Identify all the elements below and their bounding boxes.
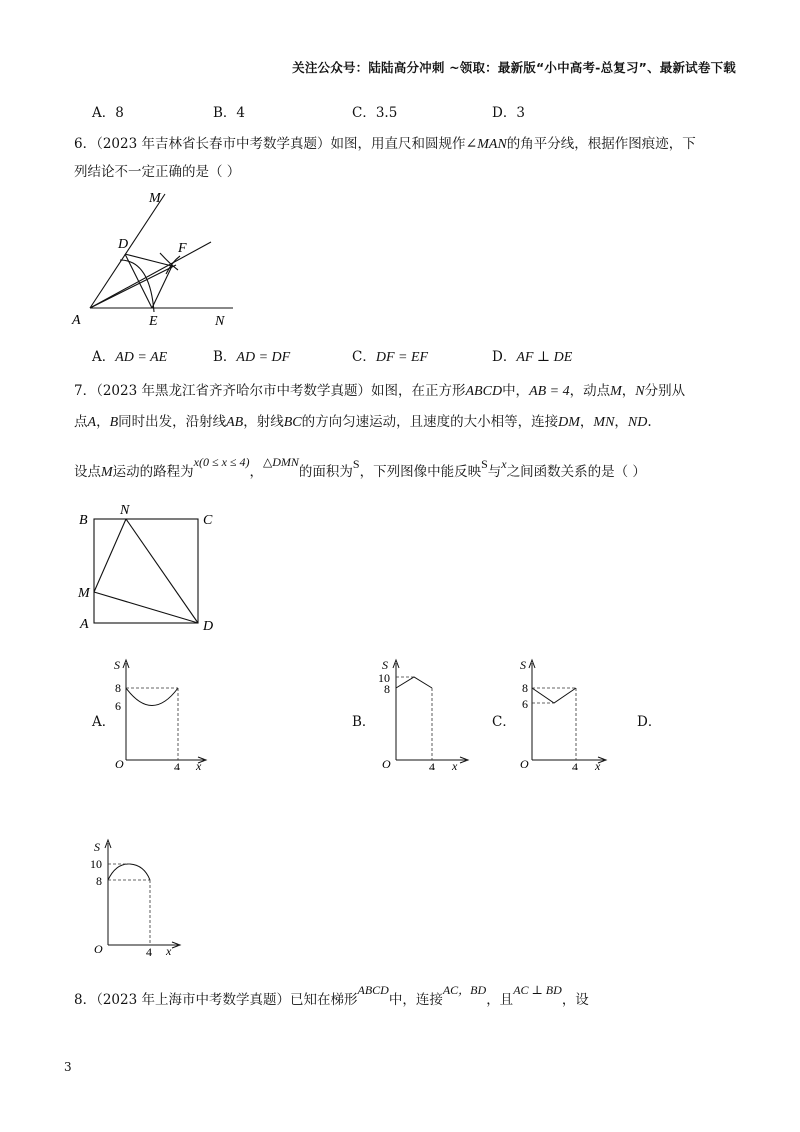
q6-option-a — [92, 345, 167, 366]
graph-c-8: 8 — [522, 681, 528, 695]
graph-d-4: 4 — [146, 945, 152, 959]
graph-a-s-label: S — [114, 658, 120, 672]
q7-text: 分别从 — [644, 383, 686, 399]
graph-d-10: 10 — [90, 857, 102, 871]
graph-c-line — [532, 688, 576, 703]
graph-a-x-label: x — [196, 759, 202, 770]
q7-option-c: C． — [492, 714, 516, 730]
q6-option-a-key: A． — [92, 349, 116, 365]
q6-line1-post: 的角平分线，根据作图痕迹，下 — [506, 136, 696, 152]
segment-mn — [94, 519, 126, 592]
q5-option-d: D．3 — [492, 105, 525, 121]
graph-b-x-label: x — [452, 759, 458, 770]
q7-text: 之间函数关系的是（ ） — [506, 464, 646, 480]
q6-option-b — [213, 345, 290, 366]
q7-math: N — [635, 384, 645, 399]
q7-text: 7．（2023 年黑龙江省齐齐哈尔市中考数学真题）如图，在正方形 — [74, 383, 466, 399]
segment-af — [90, 265, 176, 308]
graph-b-4: 4 — [429, 760, 435, 770]
graph-b-s-label: S — [382, 658, 388, 672]
q5-option-c: C．3.5 — [352, 105, 398, 121]
q6-option-d — [492, 345, 572, 366]
graph-a-4: 4 — [174, 760, 180, 770]
label-b: B — [79, 513, 88, 528]
q6-line1-pre: 6．（2023 年吉林省长春市中考数学真题）如图，用直尺和圆规作 — [74, 136, 466, 152]
q7-math: AB = 4 — [529, 384, 570, 399]
q7-text: 的面积为 — [298, 464, 353, 480]
graph-a — [112, 655, 212, 770]
q6-line1 — [74, 132, 696, 153]
q7-math: M — [101, 465, 113, 480]
q7-math: B — [109, 415, 119, 430]
graph-c-6: 6 — [522, 697, 528, 711]
q6-option-c-key: C． — [352, 349, 376, 365]
page-number: 3 — [64, 1060, 72, 1074]
q7-text: 的方向匀速运动，且速度的大小相等，连接 — [301, 414, 559, 430]
q7-text: ，射线 — [243, 414, 284, 430]
label-d: D — [118, 237, 129, 252]
q7-line3 — [74, 455, 646, 481]
graph-b-origin: O — [382, 757, 391, 770]
q7-text: ， — [579, 414, 594, 430]
graph-c — [512, 655, 612, 770]
label-c: C — [203, 513, 213, 528]
q7-text: . — [647, 414, 652, 430]
graph-d-origin: O — [94, 942, 103, 956]
q7-text: ， — [614, 414, 628, 430]
q6-line2: 列结论不一定正确的是（ ） — [74, 164, 241, 180]
q7-math: x(0 ≤ x ≤ 4) — [193, 455, 250, 469]
graph-c-4: 4 — [572, 760, 578, 770]
q7-line2 — [74, 410, 652, 431]
bisector-af — [90, 242, 211, 308]
q8-text: ，且 — [486, 992, 514, 1008]
label-d: D — [203, 619, 214, 634]
q6-figure — [70, 180, 250, 330]
graph-d-s-label: S — [94, 840, 100, 854]
q6-option-c-expr: DF = EF — [375, 350, 429, 365]
q7-text: ， — [249, 464, 263, 480]
graph-a-origin: O — [115, 757, 124, 770]
q7-text: 设点 — [74, 464, 101, 480]
q7-math: ND — [627, 415, 648, 430]
q5-option-b: B．4 — [213, 105, 246, 121]
q7-text: 同时出发，沿射线 — [118, 414, 227, 430]
graph-d-8: 8 — [96, 874, 102, 888]
q7-text: 点 — [74, 414, 88, 430]
graph-b-10: 10 — [378, 671, 390, 685]
q8-math: AC，BD — [442, 983, 487, 997]
graph-c-x-label: x — [595, 759, 601, 770]
q7-math: M — [610, 384, 622, 399]
label-m: M — [78, 586, 90, 601]
graph-d-x-label: x — [166, 944, 172, 958]
label-n: N — [215, 314, 225, 329]
graph-c-s-label: S — [520, 658, 526, 672]
q6-option-b-expr: AD = DF — [236, 350, 291, 365]
q7-math: BC — [283, 415, 302, 430]
q7-math: MN — [593, 415, 615, 430]
page-header: 关注公众号：陆陆高分冲刺 ~领取：最新版“小中高考-总复习”、最新试卷下载 — [292, 60, 736, 75]
q7-math: ABCD — [465, 384, 503, 399]
q8-text: ，设 — [561, 992, 589, 1008]
q7-option-b: B． — [352, 714, 376, 730]
q8-text: 中，连接 — [388, 992, 443, 1008]
label-f: F — [178, 241, 187, 256]
q6-option-d-key: D． — [492, 349, 517, 365]
segment-nd — [126, 519, 198, 623]
segment-df — [125, 254, 172, 266]
graph-a-6: 6 — [115, 699, 121, 713]
q7-text: 中， — [502, 383, 530, 399]
graph-b-8: 8 — [384, 682, 390, 696]
q8-line1 — [74, 983, 589, 1008]
q7-option-d: D． — [637, 714, 662, 730]
q7-math: AB — [226, 415, 244, 430]
segment-dm — [94, 592, 198, 623]
q7-math: S — [352, 457, 360, 471]
label-n: N — [120, 503, 130, 518]
graph-a-8: 8 — [115, 681, 121, 695]
q7-math: △DMN — [263, 455, 299, 469]
label-e: E — [149, 314, 158, 329]
q7-text: ，下列图像中能反映 — [359, 464, 482, 480]
q7-math: x — [501, 457, 507, 471]
q7-option-a: A． — [92, 714, 116, 730]
graph-d-curve — [108, 864, 150, 880]
graph-a-curve — [126, 688, 178, 706]
graph-c-origin: O — [520, 757, 529, 770]
q7-text: ， — [621, 383, 636, 399]
graph-b-line — [396, 677, 432, 688]
label-a: A — [72, 313, 81, 328]
label-m: M — [149, 191, 161, 206]
q6-option-d-expr: AF ⊥ DE — [516, 350, 573, 365]
q6-option-c — [352, 345, 428, 366]
label-a: A — [80, 617, 89, 632]
q7-text: ，动点 — [569, 383, 611, 399]
q7-math: S — [481, 457, 488, 471]
q7-text: 与 — [487, 464, 502, 480]
q7-square-figure — [72, 500, 232, 640]
q8-math: ABCD — [357, 983, 389, 997]
q8-text: 8．（2023 年上海市中考数学真题）已知在梯形 — [74, 992, 358, 1008]
q5-option-a: A．8 — [92, 105, 124, 121]
q6-option-b-key: B． — [213, 349, 237, 365]
graph-b — [374, 655, 474, 770]
q7-math: DM — [558, 415, 580, 430]
arc-de — [120, 260, 154, 312]
q7-text: ， — [96, 414, 110, 430]
q6-angle: ∠MAN — [465, 137, 507, 152]
q7-math: A — [87, 415, 97, 430]
graph-d — [86, 835, 186, 960]
q7-line1 — [74, 379, 685, 400]
q7-text: 运动的路程为 — [112, 464, 194, 480]
q8-math: AC ⊥ BD — [513, 983, 562, 997]
q6-option-a-expr: AD = AE — [115, 350, 168, 365]
